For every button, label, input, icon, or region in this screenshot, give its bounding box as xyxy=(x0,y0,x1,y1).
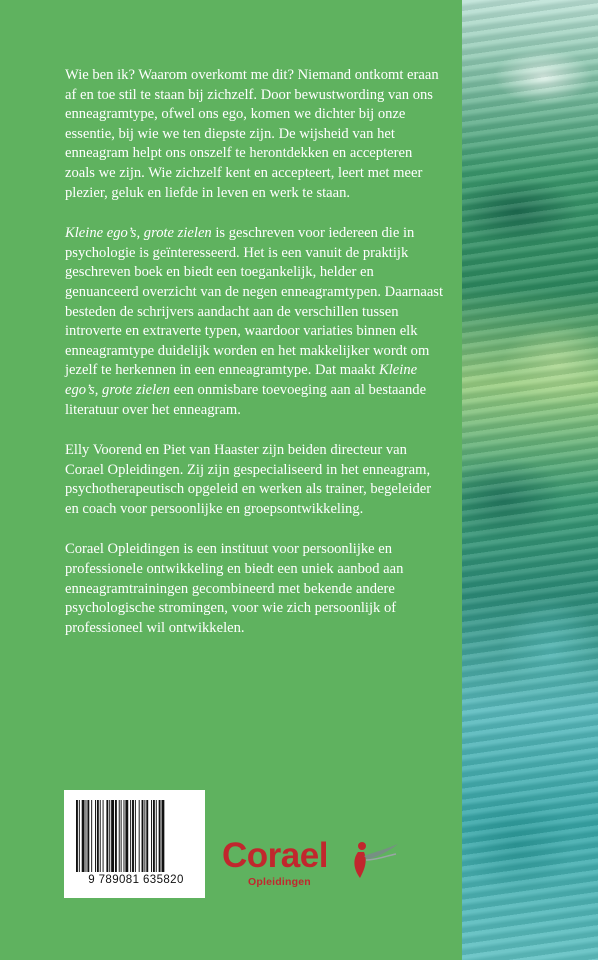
barcode-bar xyxy=(111,800,114,872)
blurb-text-b: een onmisbare toevoeging aan al bestaande literatuur over het enneagram. xyxy=(65,381,427,418)
blurb-text-a: is geschreven voor iedereen die in psychologie is geïnteresseerd. Het is een vanuit de praktijk geschreven boek en biedt een toegankelijk, helder en genuanceerd overzicht van de negen enneagramtypen. Daarnaast besteden de schrijvers aandacht aan de verschillen tussen introverte en extraverte typen, waardoor variaties binnen elk enneagramtype duidelijk worden en het makkelijker wordt om jezelf te herkennen in een enneagramtype. Dat maakt xyxy=(65,225,444,379)
barcode-bar xyxy=(103,800,104,872)
barcode-bar xyxy=(100,800,101,872)
barcode-bar xyxy=(109,800,110,872)
barcode-bar xyxy=(91,800,92,872)
dancing-figure-icon xyxy=(348,838,400,880)
barcode-bar xyxy=(135,800,136,872)
barcode-bar xyxy=(115,800,117,872)
abstract-photo-strip xyxy=(462,0,598,960)
barcode-bar xyxy=(121,800,122,872)
barcode-bar xyxy=(156,800,157,872)
barcode-bar xyxy=(95,800,96,872)
logo-wordmark: Corael xyxy=(222,836,328,875)
barcode-bar xyxy=(82,800,85,872)
corael-logo xyxy=(222,836,402,896)
barcode-bar xyxy=(159,800,161,872)
blurb-paragraph-authors: Elly Voorend en Piet van Haaster zijn beiden directeur van Corael Opleidingen. Zij zijn gespecialiseerd in het enneagram, psychotherapeutisch opgeleid en werken als trainer, begeleider en coach voor persoonlijke en groepsontwikkeling. xyxy=(65,442,432,517)
barcode-bar xyxy=(124,800,125,872)
barcode-bar xyxy=(119,800,120,872)
barcode-bar xyxy=(132,800,134,872)
barcode-digits: 9 789081 635820 xyxy=(88,874,184,886)
book-title-italic-2: Kleine ego’s, grote zielen xyxy=(65,362,418,398)
barcode-bar xyxy=(87,800,89,872)
blurb-text xyxy=(65,66,445,659)
blurb-paragraph-institute: Corael Opleidingen is een instituut voor persoonlijke en professionele ontwikkeling en biedt een uniek aanbod aan enneagramtrainingen gecombineerd met bekende andere psychologische stromingen, voor wie zich persoonlijk of professioneel wil ontwikkelen. xyxy=(65,541,404,636)
barcode-bars xyxy=(76,800,196,872)
barcode-bar xyxy=(142,800,144,872)
book-title-italic: Kleine ego’s, grote zielen xyxy=(65,225,212,242)
barcode-bar xyxy=(146,800,148,872)
logo-subtitle: Opleidingen xyxy=(248,876,311,888)
blurb-paragraph-book xyxy=(65,224,445,420)
barcode-bar xyxy=(86,800,87,872)
barcode-bar xyxy=(151,800,152,872)
barcode-bar xyxy=(153,800,155,872)
blurb-paragraph-intro: Wie ben ik? Waarom overkomt me dit? Niemand ontkomt eraan af en toe stil te staan bij zichzelf. Door bewustwording van ons enneagramtype, ofwel ons ego, komen we dichter bij onze essentie, bij wie we ten diepste zijn. De wijsheid van het enneagram helpt ons onszelf te herontdekken en accepteren zoals we zijn. Wie zichzelf kent en accepteert, leert met meer plezier, geluk en liefde in leven en werk te staan. xyxy=(65,67,439,201)
barcode-bar xyxy=(144,800,145,872)
barcode-bar xyxy=(76,800,78,872)
isbn-barcode xyxy=(64,790,205,898)
barcode-bar xyxy=(139,800,140,872)
barcode-bar xyxy=(130,800,131,872)
barcode-bar xyxy=(79,800,80,872)
barcode-bar xyxy=(106,800,108,872)
barcode-bar xyxy=(125,800,128,872)
barcode-bar xyxy=(162,800,165,872)
barcode-bar xyxy=(97,800,99,872)
